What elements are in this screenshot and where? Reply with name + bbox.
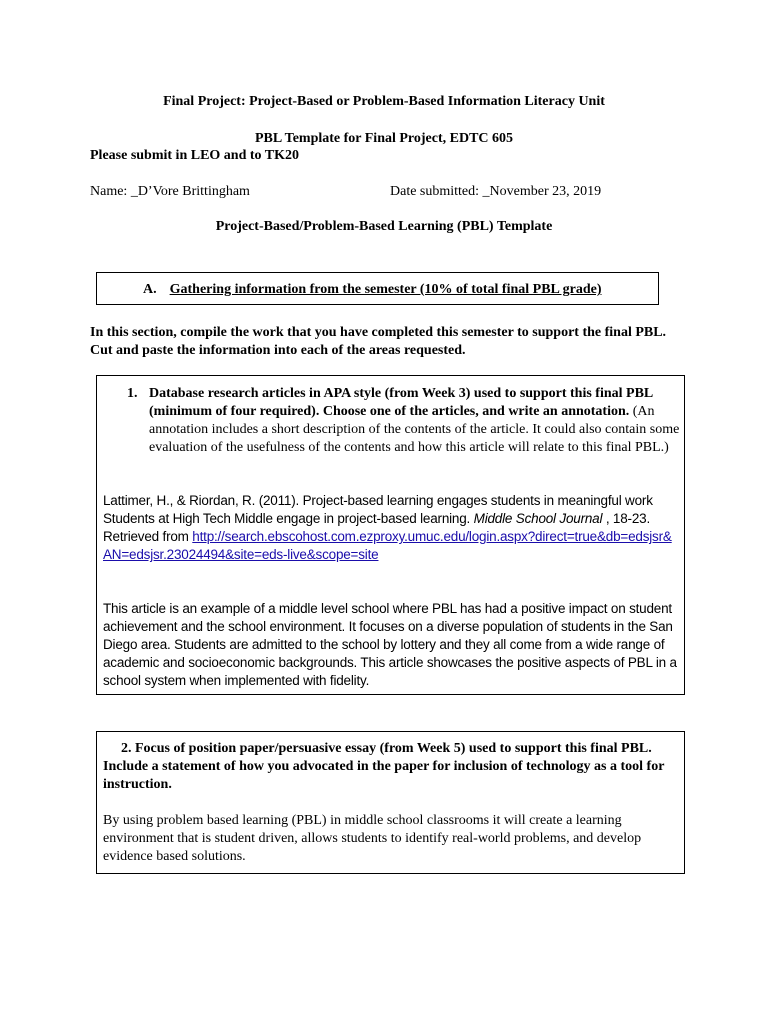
document-title: Final Project: Project-Based or Problem-Based Information Literacy Unit [163,94,605,109]
item1-prompt: Database research articles in APA style (from Week 3) used to support this final PBL (minimum of four required). Choose one of the articles, and write an annotation. (An annotation includes a short description of the contents of the article. It could also contain some evaluation of the usefulness of the contents and how this article will relate to this final PBL.) [149,386,680,455]
template-title: Project-Based/Problem-Based Learning (PBL) Template [215,219,553,234]
section-a-heading-text: Gathering information from the semester (10% of total final PBL grade) [169,282,602,297]
name-line: Name: _D’Vore Brittingham [90,184,250,199]
item2-answer: By using problem based learning (PBL) in middle school classrooms it will create a learning environment that is student driven, allows students to identify real-world problems, and develop evidence based solutions. [103,813,642,864]
citation-link[interactable]: http://search.ebscohost.com.ezproxy.umuc.edu/login.aspx?direct=true&db=edsjsr&AN=edsjsr.23024494&site=eds-live&scope=site [103,529,672,562]
citation-journal: Middle School Journal [473,511,603,526]
item2-prompt: 2. Focus of position paper/persuasive essay (from Week 5) used to support this final PBL. Include a statement of how you advocated in the paper for inclusion of technology as a tool for instruction. [103,741,665,792]
item1-citation: Lattimer, H., & Riordan, R. (2011). Project-based learning engages students in meaningful work Students at High Tech Middle engage in project-based learning. Middle School Journal , 18-23. Retrieved from http://search.ebscohost.com.ezproxy.umuc.edu/login.aspx?direct=true&db=edsjsr&AN=edsjsr.23024494&site=eds-live&scope=site [103,493,672,562]
section-a-prefix: A. [143,282,157,297]
section-a-heading [143,282,602,298]
section-a-instructions: In this section, compile the work that you have completed this semester to support the final PBL. Cut and paste the information into each of the areas requested. [90,325,667,358]
item1-number: 1. [127,386,138,401]
date-line: Date submitted: _November 23, 2019 [390,184,602,199]
item1-box [96,375,685,695]
item1-annotation: This article is an example of a middle level school where PBL has had a positive impact on student achievement and the school environment. It focuses on a diverse population of students in the San Diego area. Students are admitted to the school by lottery and they all come from a wide range of academic and socioeconomic backgrounds. This article showcases the positive aspects of PBL in a school system when implemented with fidelity. [103,601,677,688]
item2-box [96,731,685,874]
submit-note: Please submit in LEO and to TK20 [90,148,300,163]
document-subtitle: PBL Template for Final Project, EDTC 605 [254,131,514,146]
section-a-heading-box [96,272,659,305]
